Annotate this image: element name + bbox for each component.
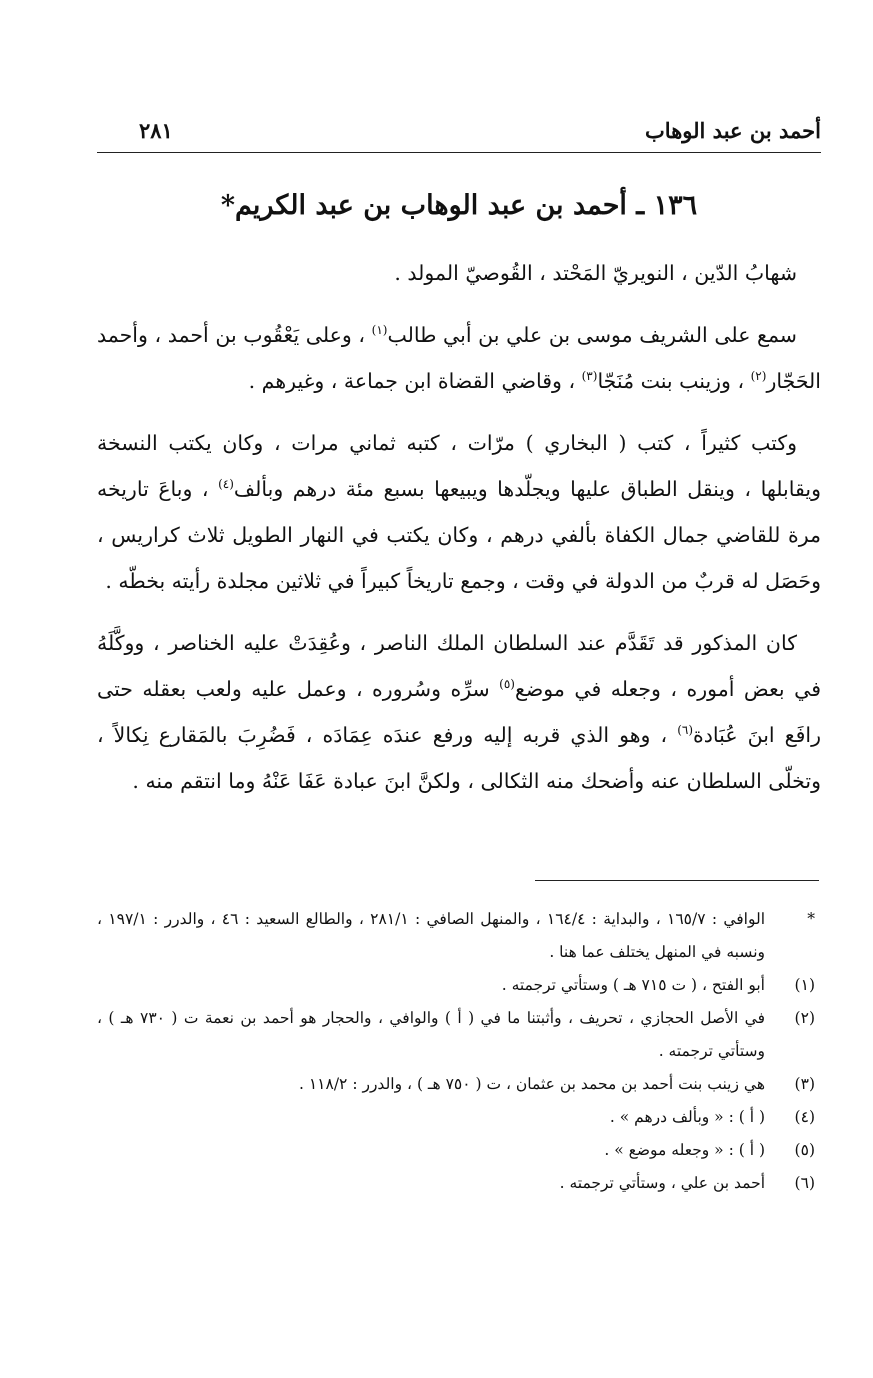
footnote-mark: (١) bbox=[794, 976, 815, 994]
footnote-text: في الأصل الحجازي ، تحريف ، وأثبتنا ما في ( أ ) والوافي ، والحجار هو أحمد بن نعمة ت ( ٧٣٠ هـ ) ، وستأتي ترجمته . bbox=[97, 1009, 766, 1060]
footnote-divider bbox=[535, 880, 819, 881]
paragraph-text: شهابُ الدّين ، النويريّ المَحْتد ، القُوصيّ المولد . bbox=[394, 261, 797, 285]
footnote-mark: (٢) bbox=[794, 1009, 815, 1027]
paragraph-text: سرِّه وسُروره ، وعمل عليه ولعب بعقله حتى رافَع ابنَ عُبَادة bbox=[97, 677, 821, 747]
entry-title: ١٣٦ ـ أحمد بن عبد الوهاب بن عبد الكريم* bbox=[220, 190, 698, 221]
footnote-ref: (٦) bbox=[677, 723, 694, 738]
paragraph-teachers bbox=[97, 312, 821, 404]
paragraph-text: وكتب كثيراً ، كتب ( البخاري ) مرّات ، كتبه ثماني مرات ، وكان يكتب النسخة ويقابلها ، وينقل الطباق عليها ويجلّدها ويبيعها بسبع مئة درهم وبألف bbox=[97, 431, 821, 501]
footnote bbox=[97, 1068, 821, 1101]
footnote-mark: * bbox=[807, 910, 815, 928]
footnote-text: ( أ ) : « وبألف درهم » . bbox=[609, 1108, 765, 1126]
paragraph-text: سمع على الشريف موسى بن علي بن أبي طالب bbox=[387, 323, 797, 347]
footnote bbox=[97, 969, 821, 1002]
footnote-text: الوافي : ١٦٥/٧ ، والبداية : ١٦٤/٤ ، والمنهل الصافي : ٢٨١/١ ، والطالع السعيد : ٤٦ ، والدرر : ١٩٧/١ ، ونسبه في المنهل يختلف عما هنا . bbox=[97, 910, 765, 961]
paragraph-text: ، وعلى يَعْقُوب بن أحمد ، وأحمد الحَجّار bbox=[97, 323, 821, 393]
footnote-text: ( أ ) : « وجعله موضع » . bbox=[604, 1141, 765, 1159]
footnote bbox=[97, 1167, 821, 1200]
footnote-text: أحمد بن علي ، وستأتي ترجمته . bbox=[559, 1174, 765, 1192]
footnote-ref: (٢) bbox=[750, 369, 767, 384]
footnote-mark: (٥) bbox=[794, 1141, 815, 1159]
footnote bbox=[97, 1101, 821, 1134]
paragraph-text: ، وقاضي القضاة ابن جماعة ، وغيرهم . bbox=[248, 369, 582, 393]
footnote-mark: (٦) bbox=[794, 1174, 815, 1192]
footnote-text: أبو الفتح ، ( ت ٧١٥ هـ ) وستأتي ترجمته . bbox=[501, 976, 765, 994]
paragraph-writing bbox=[97, 420, 821, 604]
footnote-mark: (٤) bbox=[794, 1108, 815, 1126]
footnotes-section bbox=[97, 903, 821, 1200]
page-header bbox=[97, 112, 821, 153]
paragraph-text: ، وباعَ تاريخه مرة للقاضي جمال الكفاة بألفي درهم ، وكان يكتب في النهار الطويل ثلاث كراريس ، وحَصَل له قربٌ من الدولة في وقت ، وجمع تاريخاً كبيراً في ثلاثين مجلدة رأيته بخطّه . bbox=[97, 477, 821, 593]
running-title: أحمد بن عبد الوهاب bbox=[645, 118, 821, 143]
footnote-text: هي زينب بنت أحمد بن محمد بن عثمان ، ت ( ٧٥٠ هـ ) ، والدرر : ١١٨/٢ . bbox=[299, 1075, 765, 1093]
footnote-ref: (٥) bbox=[499, 677, 515, 692]
footnote bbox=[97, 903, 821, 969]
footnote bbox=[97, 1134, 821, 1167]
footnote-mark: (٣) bbox=[794, 1075, 815, 1093]
paragraph-sultan bbox=[97, 620, 821, 804]
main-text bbox=[97, 250, 821, 804]
paragraph-text: كان المذكور قد تَقَدَّم عند السلطان الملك الناصر ، وعُقِدَتْ عليه الخناصر ، ووكَّلَهُ في بعض أموره ، وجعله في موضع bbox=[97, 631, 821, 701]
paragraph-text: ، وهو الذي قربه إليه ورفع عندَه عِمَادَه ، فَضُرِبَ بالمَقارع نِكالاً ، وتخلّى السلطان عنه وأضحك منه الثكالى ، ولكنَّ ابنَ عبادة عَفَا عَنْهُ وما انتقم منه . bbox=[97, 723, 821, 793]
page-number: ٢٨١ bbox=[139, 118, 173, 143]
footnote-ref: (٣) bbox=[581, 369, 598, 384]
paragraph-lineage bbox=[97, 250, 821, 296]
paragraph-text: ، وزينب بنت مُنَجّا bbox=[597, 369, 751, 393]
footnote-ref: (٤) bbox=[218, 477, 234, 492]
footnote bbox=[97, 1002, 821, 1068]
footnote-ref: (١) bbox=[371, 323, 388, 338]
